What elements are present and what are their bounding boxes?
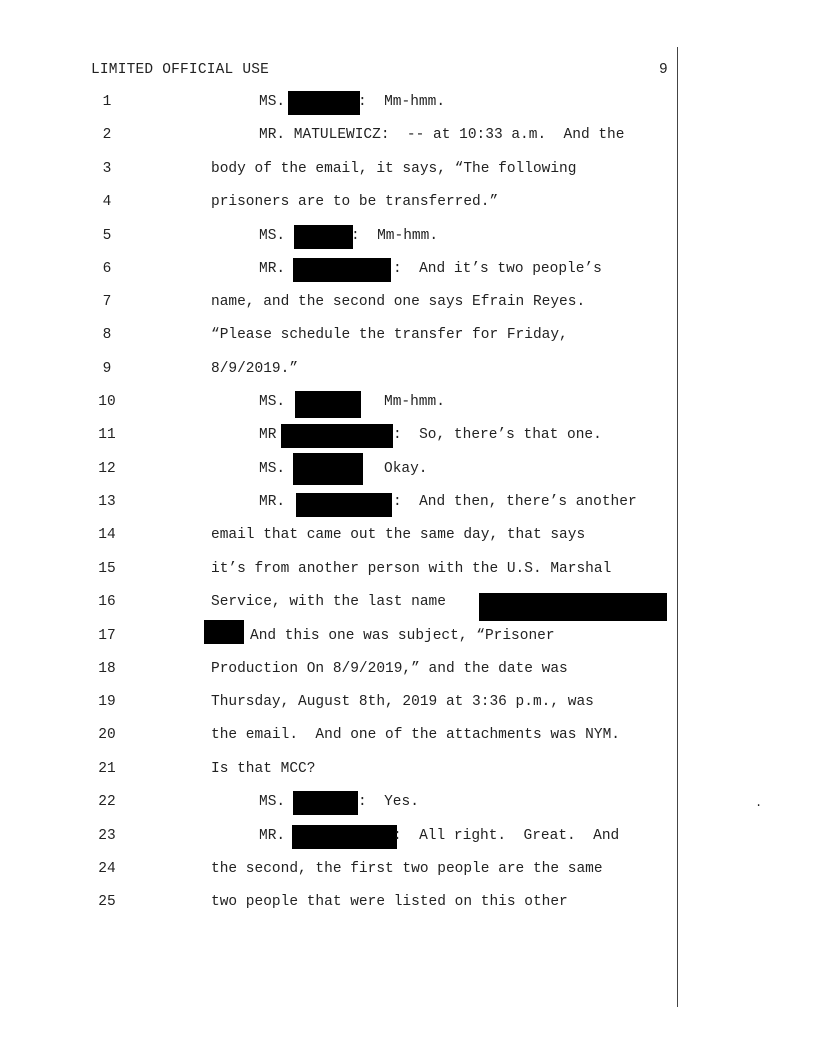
transcript-line [0, 761, 677, 783]
line-number: 1 [102, 94, 112, 110]
transcript-line [0, 894, 677, 916]
line-text: Service, with the last name [211, 594, 446, 610]
speaker-label: MS. [259, 794, 286, 810]
line-number: 23 [98, 828, 116, 844]
right-margin-rule [677, 47, 678, 1007]
line-number: 10 [98, 394, 116, 410]
line-text: 8/9/2019.” [211, 361, 299, 377]
transcript-line [0, 628, 677, 650]
transcript-line [0, 394, 677, 416]
speaker-label: MR. [259, 494, 286, 510]
speaker-label: MS. [259, 228, 286, 244]
line-text: it’s from another person with the U.S. Marshal [211, 561, 612, 577]
line-number: 11 [98, 427, 116, 443]
stray-mark: . [755, 796, 763, 810]
line-text: And this one was subject, “Prisoner [250, 628, 555, 644]
speaker-label: MS. [259, 394, 286, 410]
line-number: 18 [98, 661, 116, 677]
speaker-label: MS. [259, 94, 286, 110]
transcript-line [0, 594, 677, 616]
transcript-line [0, 228, 677, 250]
line-number: 20 [98, 727, 116, 743]
line-number: 21 [98, 761, 116, 777]
line-number: 24 [98, 861, 116, 877]
line-text: prisoners are to be transferred.” [211, 194, 499, 210]
line-number: 12 [98, 461, 116, 477]
transcript-line [0, 127, 677, 149]
line-number: 17 [98, 628, 116, 644]
line-text: the email. And one of the attachments was NYM. [211, 727, 620, 743]
line-number: 19 [98, 694, 116, 710]
transcript-line [0, 94, 677, 116]
transcript-line [0, 494, 677, 516]
line-text: : So, there’s that one. [393, 427, 602, 443]
redaction-box [293, 258, 391, 282]
line-text: body of the email, it says, “The following [211, 161, 577, 177]
line-text: : And then, there’s another [393, 494, 637, 510]
redaction-box [293, 453, 363, 485]
line-text: the second, the first two people are the same [211, 861, 603, 877]
transcript-line [0, 861, 677, 883]
line-text: Is that MCC? [211, 761, 316, 777]
line-text: Mm-hmm. [384, 394, 445, 410]
redaction-box [288, 91, 360, 115]
transcript-line [0, 361, 677, 383]
transcript-line [0, 327, 677, 349]
line-number: 13 [98, 494, 116, 510]
line-number: 4 [102, 194, 112, 210]
speaker-label: MR [259, 427, 277, 443]
line-text: email that came out the same day, that says [211, 527, 586, 543]
line-text: two people that were listed on this other [211, 894, 568, 910]
speaker-label: MS. [259, 461, 286, 477]
transcript-line [0, 694, 677, 716]
line-number: 3 [102, 161, 112, 177]
transcript-line [0, 527, 677, 549]
transcript-line [0, 727, 677, 749]
transcript-line [0, 427, 677, 449]
line-number: 9 [102, 361, 112, 377]
transcript-line [0, 561, 677, 583]
line-text: name, and the second one says Efrain Reyes. [211, 294, 586, 310]
line-number: 15 [98, 561, 116, 577]
redaction-box [281, 424, 393, 448]
redaction-box [204, 620, 244, 644]
page-number: 9 [659, 62, 668, 78]
line-text: : Mm-hmm. [351, 228, 439, 244]
line-number: 8 [102, 327, 112, 343]
speaker-label: MR. [259, 261, 286, 277]
redaction-box [292, 825, 397, 849]
line-text: : And it’s two people’s [393, 261, 602, 277]
line-number: 2 [102, 127, 112, 143]
line-number: 16 [98, 594, 116, 610]
transcript-line [0, 194, 677, 216]
line-text: “Please schedule the transfer for Friday, [211, 327, 568, 343]
line-text: MR. MATULEWICZ: -- at 10:33 a.m. And the [259, 127, 625, 143]
redaction-box [296, 493, 392, 517]
line-number: 14 [98, 527, 116, 543]
line-text: Okay. [384, 461, 428, 477]
transcript-line [0, 828, 677, 850]
line-number: 22 [98, 794, 116, 810]
redaction-box [294, 225, 353, 249]
line-text: : Yes. [358, 794, 419, 810]
redaction-box [479, 593, 667, 621]
classification-header: LIMITED OFFICIAL USE [91, 62, 270, 78]
redaction-box [293, 791, 358, 815]
line-number: 5 [102, 228, 112, 244]
transcript-line [0, 161, 677, 183]
redaction-box [295, 391, 361, 418]
transcript-line [0, 294, 677, 316]
transcript-line [0, 794, 677, 816]
line-text: : All right. Great. And [393, 828, 620, 844]
line-number: 25 [98, 894, 116, 910]
line-number: 7 [102, 294, 112, 310]
speaker-label: MR. [259, 828, 286, 844]
transcript-line [0, 261, 677, 283]
line-text: : Mm-hmm. [358, 94, 446, 110]
line-number: 6 [102, 261, 112, 277]
line-text: Production On 8/9/2019,” and the date was [211, 661, 568, 677]
transcript-line [0, 461, 677, 483]
transcript-line [0, 661, 677, 683]
line-text: Thursday, August 8th, 2019 at 3:36 p.m., was [211, 694, 594, 710]
